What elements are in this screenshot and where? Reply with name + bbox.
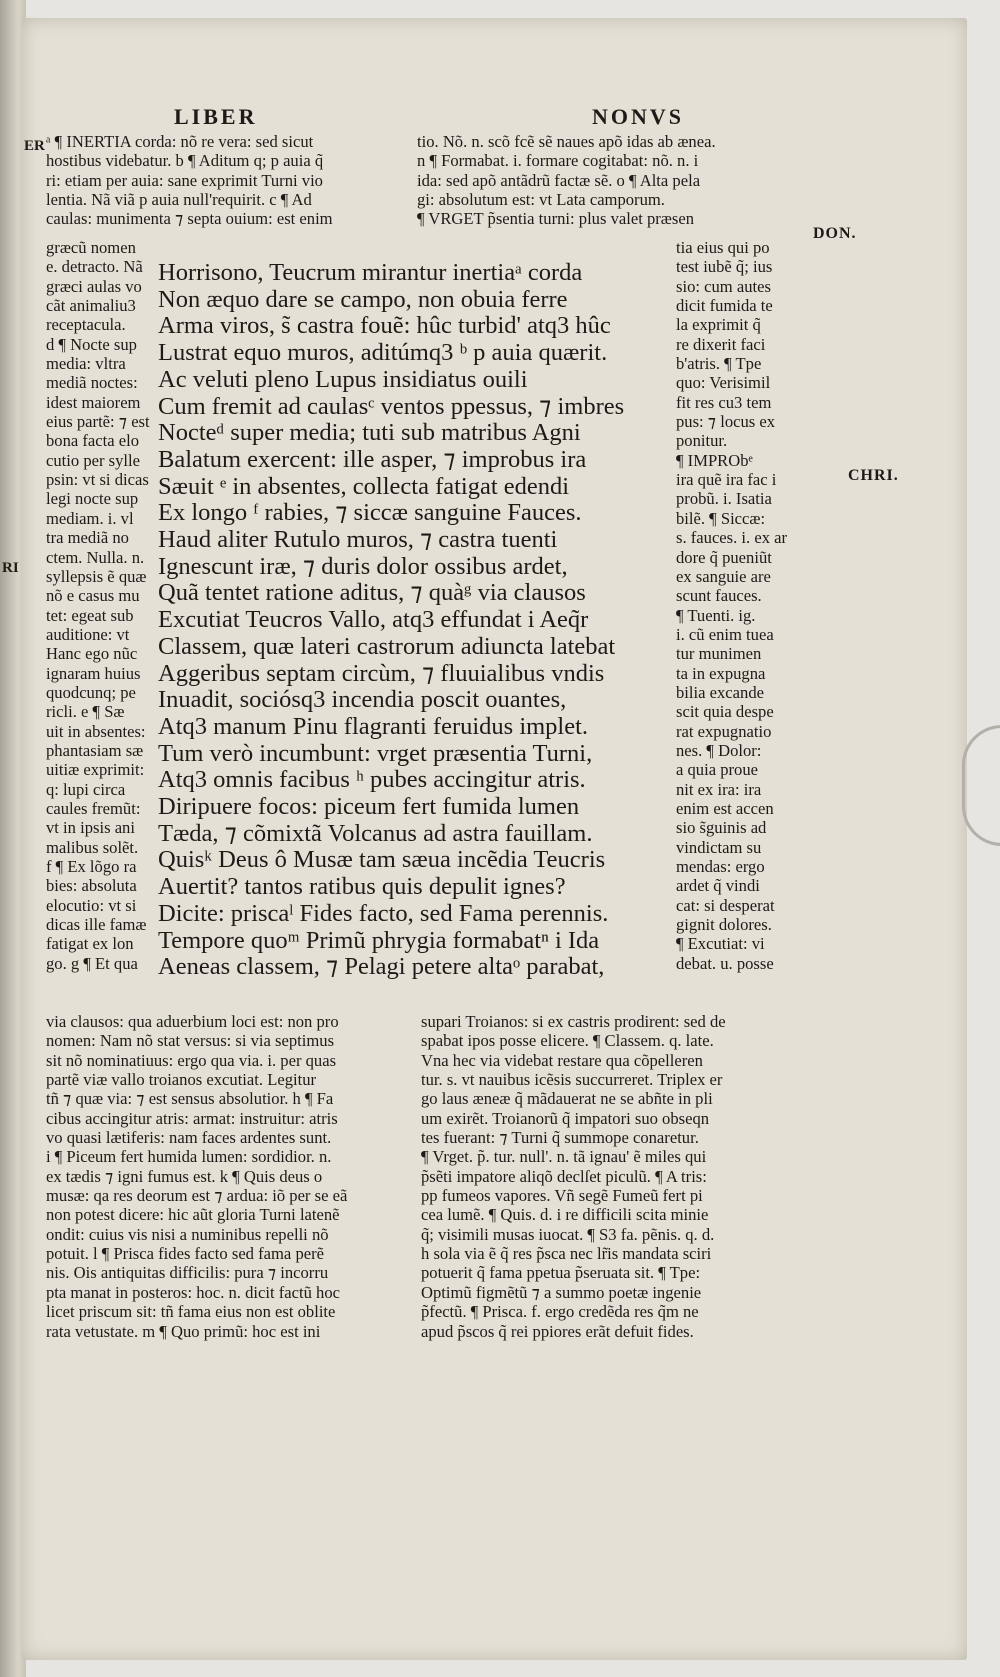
gloss-line: a quia proue [676, 760, 759, 780]
verse-line: Atq3 omnis facibus ʰ pubes accingitur atris. [158, 766, 586, 794]
gloss-line: test iubẽ q̃; ius [676, 257, 773, 277]
verse-line: Aeneas classem, ⁊ Pelagi petere altaᵒ parabat, [158, 953, 605, 981]
commentary-line: Optimũ figmẽtũ ⁊ a summo poetæ ingenie [421, 1282, 702, 1302]
verse-line: Ignescunt iræ, ⁊ duris dolor ossibus ardet, [158, 552, 568, 580]
commentary-line: spabat ipos posse elicere. ¶ Classem. q. late. [421, 1031, 714, 1051]
verse-line: Quã tentet ratione aditus, ⁊ quàᵍ via clausos [158, 579, 586, 607]
verse-line: Sæuit ᵉ in absentes, collecta fatigat edendi [158, 472, 570, 500]
gloss-line: nit ex ira: ira [676, 779, 762, 799]
gloss-line: ira quẽ ira fac i [676, 470, 777, 490]
gloss-line: sio s̃guinis ad [676, 818, 767, 838]
gloss-line: gignit dolores. [676, 915, 772, 935]
verse-line: Cum fremit ad caulasᶜ ventos ppessus, ⁊ imbres [158, 392, 625, 420]
verse-line: Horrisono, Teucrum mirantur inertiaᵃ corda [158, 260, 583, 286]
bottom-left-commentary [46, 1012, 404, 1341]
edge-mark: ER [24, 138, 45, 154]
commentary-line: um exirẽt. Troianorũ q̃ impatori suo obseqn [421, 1108, 710, 1128]
commentary-line: gi: absolutum est: vt Lata camporum. [417, 190, 665, 210]
commentary-line: potuit. l ¶ Prisca fides facto sed fama perẽ [46, 1244, 324, 1264]
gloss-line: b'atris. ¶ Tpe [676, 354, 762, 374]
commentary-line: via clausos: qua aduerbium loci est: non pro [46, 1012, 339, 1031]
commentary-line: potuerit q̃ fama ppetua p̃seruata sit. ¶ Tpe: [421, 1263, 701, 1283]
gloss-line: fit res cu3 tem [676, 392, 772, 412]
verse-line: Atq3 manum Pinu flagranti feruidus implet. [158, 712, 589, 740]
gloss-line: tia eius qui po [676, 238, 770, 257]
commentary-line: musæ: qa res deorum est ⁊ ardua: iõ per se eã [46, 1186, 348, 1206]
verse-line: Arma viros, s̃ castra fouẽ: hûc turbid' atq3 hûc [158, 312, 611, 340]
commentary-line: ¶ VRGET p̃sentia turni: plus valet præsen [417, 209, 694, 229]
verse-line: Nocteᵈ super media; tuti sub matribus Agni [158, 419, 581, 447]
gloss-line: bilẽ. ¶ Siccæ: [676, 508, 766, 528]
gloss-line: græci aulas vo [46, 276, 142, 296]
commentary-line: licet priscum sit: tñ fama eius non est oblite [46, 1302, 336, 1322]
verse-line: Auertit? tantos ratibus quis depulit ignes? [158, 873, 566, 901]
gloss-line: receptacula. [46, 315, 126, 335]
commentary-line: ri: etiam per auia: sane exprimit Turni vio [46, 170, 323, 190]
commentary-line: ex tædis ⁊ igni fumus est. k ¶ Quis deus o [46, 1166, 323, 1186]
verse-line: Classem, quæ lateri castrorum adiuncta latebat [158, 632, 616, 660]
gloss-line: enim est accen [676, 798, 774, 818]
gloss-line: legi nocte sup [46, 489, 139, 509]
gloss-line: Hanc ego nũc [46, 644, 138, 664]
gloss-line: phantasiam sæ [46, 740, 144, 760]
gloss-line: ardet q̃ vindi [676, 876, 760, 896]
verse-line: Non æquo dare se campo, non obuia ferre [158, 285, 568, 313]
page-clip [962, 725, 1000, 846]
gloss-line: re dixerit faci [676, 334, 766, 354]
gloss-line: scunt fauces. [676, 586, 762, 606]
gloss-line: i. cũ enim tuea [676, 624, 774, 644]
commentary-line: tur. s. vt nauibus icẽsis succurreret. Triplex er [421, 1070, 723, 1090]
verse-line: Dicite: priscaˡ Fides facto, sed Fama perennis. [158, 899, 609, 927]
gloss-line: pus: ⁊ locus ex [676, 412, 776, 432]
gloss-line: scit quia despe [676, 702, 774, 722]
gloss-line: elocutio: vt si [46, 895, 137, 915]
gloss-line: idest maiorem [46, 392, 141, 412]
verse-line: Haud aliter Rutulo muros, ⁊ castra tuenti [158, 526, 558, 554]
commentary-line: h sola via ẽ q̃ res p̃sca nec lr̃is mandata sciri [421, 1244, 712, 1264]
running-head-left: LIBER [174, 104, 258, 129]
gloss-line: bilia excande [676, 682, 764, 702]
gloss-line: mendas: ergo [676, 857, 765, 876]
gloss-line: rat expugnatio [676, 721, 772, 741]
gloss-line: vindictam su [676, 837, 762, 857]
gloss-line: tet: egeat sub [46, 605, 134, 625]
commentary-line: cibus accingitur atris: armat: instruitur: atris [46, 1108, 338, 1128]
gloss-line: malibus solẽt. [46, 837, 139, 857]
commentary-line: p̃fectũ. ¶ Prisca. f. ergo credẽda res q̃m ne [421, 1302, 699, 1322]
verse-line: Diripuere focos: piceum fert fumida lumen [158, 793, 580, 821]
running-head-right: NONVS [592, 104, 685, 129]
gloss-line: cat: si desperat [676, 895, 775, 915]
gloss-line: bona facta elo [46, 431, 140, 451]
gloss-line: bies: absoluta [46, 876, 137, 896]
commentary-line: pp fumeos vapores. Vñ segẽ Fumeũ fert pi [421, 1186, 703, 1206]
commentary-line: tio. Nõ. n. scõ fcẽ sẽ naues apõ idas ab ænea. [417, 132, 716, 151]
verse-line: Aggeribus septam circùm, ⁊ fluuialibus vndis [158, 659, 605, 687]
commentary-line: ¶ Vrget. p̃. tur. null'. n. tã ignau' ẽ miles qui [421, 1147, 707, 1167]
margin-tag-don: DON. [813, 225, 857, 242]
gloss-line: media: vltra [46, 354, 126, 374]
commentary-line: i ¶ Piceum fert humida lumen: sordidior. n. [46, 1147, 332, 1167]
verse-line: Inuadit, sociósq3 incendia poscit ouantes, [158, 686, 567, 714]
gloss-line: uit in absentes: [46, 721, 146, 741]
commentary-line: rata vetustate. m ¶ Quo primũ: hoc est ini [46, 1321, 321, 1341]
commentary-line: go laus æneæ q̃ mãdauerat ne se abñte in pli [421, 1089, 713, 1109]
gloss-line: d ¶ Nocte sup [46, 334, 137, 354]
gloss-line: ctem. Nulla. n. [46, 547, 145, 567]
commentary-line: pta manat in posteros: hoc. n. dicit factũ hoc [46, 1282, 340, 1302]
gloss-line: syllepsis ẽ quæ [46, 566, 147, 586]
commentary-line: ondit: cuius vis nisi a numinibus repelli nõ [46, 1224, 329, 1244]
commentary-line: tñ ⁊ quæ via: ⁊ est sensus absolutior. h ¶ Fa [46, 1089, 334, 1109]
verse-line: Tæda, ⁊ cõmixtã Volcanus ad astra fauillam. [158, 819, 593, 847]
commentary-line: nomen: Nam nõ stat versus: si via septimus [46, 1031, 335, 1051]
commentary-line: hostibus videbatur. b ¶ Aditum q; p auia q̃ [46, 151, 324, 171]
gloss-line: s. fauces. i. ex ar [676, 528, 788, 548]
commentary-line: ida: sed apõ antãdrũ factæ sẽ. o ¶ Alta pela [417, 170, 701, 190]
left-edge-letters: RI [2, 560, 19, 576]
verse-line: Excutiat Teucros Vallo, atq3 effundat i Aeq̃r [158, 606, 589, 634]
commentary-line: n ¶ Formabat. i. formare cogitabat: nõ. n. i [417, 151, 699, 171]
verse-line: Ac veluti pleno Lupus insidiatus ouili [158, 365, 528, 393]
gloss-line: ignaram huius [46, 663, 141, 683]
verse-line: Balatum exercent: ille asper, ⁊ improbus ira [158, 445, 587, 473]
gloss-line: cutio per sylle [46, 450, 141, 470]
gloss-line: e. detracto. Nã [46, 257, 143, 277]
gloss-line: sio: cum autes [676, 276, 771, 296]
verse-line: Tempore quoᵐ Primũ phrygia formabatⁿ i Ida [158, 926, 600, 954]
gloss-line: vt in ipsis ani [46, 818, 135, 838]
gloss-line: ex sanguie are [676, 566, 771, 586]
gloss-line: caules fremũt: [46, 798, 141, 818]
commentary-line: vo quasi lætiferis: nam faces ardentes sunt. [46, 1128, 332, 1148]
gloss-line: nõ e casus mu [46, 586, 140, 606]
gloss-line: ricli. e ¶ Sæ [46, 702, 125, 722]
commentary-line: Vna hec via videbat restare qua cõpelleren [421, 1050, 703, 1070]
gloss-line: uitiæ exprimit: [46, 760, 145, 780]
top-left-commentary [46, 132, 404, 229]
gloss-line: probũ. i. Isatia [676, 489, 772, 509]
gloss-line: dore q̃ pueniũt [676, 547, 772, 567]
verse-line: Quisᵏ Deus ô Musæ tam sæua incẽdia Teucris [158, 846, 606, 874]
gloss-line: ¶ IMPRObᵉ [676, 450, 753, 470]
commentary-line: partẽ viæ vallo troianos excutiat. Legitur [46, 1070, 317, 1090]
gloss-line: nes. ¶ Dolor: [676, 740, 762, 760]
gloss-line: quo: Verisimil [676, 373, 771, 393]
gloss-line: ta in expugna [676, 663, 766, 683]
gloss-line: ponitur. [676, 431, 728, 451]
gloss-line: q: lupi circa [46, 779, 126, 799]
commentary-line: sit nõ nominatiuus: ergo qua via. i. per quas [46, 1050, 337, 1070]
commentary-line: lentia. Nã viã p auia null'requirit. c ¶ Ad [46, 190, 312, 210]
top-right-commentary [417, 132, 813, 229]
gloss-line: mediã noctes: [46, 373, 138, 393]
gloss-line: dicas ille famæ [46, 915, 147, 935]
commentary-line: caulas: munimenta ⁊ septa ouium: est enim [46, 209, 333, 229]
gloss-line: dicit fumida te [676, 296, 773, 316]
gloss-line: fatigat ex lon [46, 934, 134, 954]
commentary-line: supari Troianos: si ex castris prodirent: sed de [421, 1012, 726, 1031]
commentary-line: cea lumẽ. ¶ Quis. d. i re difficili scita minie [421, 1205, 709, 1225]
gloss-line: psin: vt si dicas [46, 470, 149, 490]
commentary-line: non potest dicere: hic aũt gloria Turni latenẽ [46, 1205, 340, 1225]
bottom-right-commentary [421, 1012, 817, 1341]
gloss-line: ¶ Excutiat: vi [676, 934, 765, 954]
gloss-line: go. g ¶ Et qua [46, 953, 138, 973]
gloss-line: mediam. i. vl [46, 508, 134, 528]
right-marginal-gloss [676, 238, 816, 973]
gloss-line: cãt animaliu3 [46, 296, 136, 316]
gloss-line: tur munimen [676, 644, 762, 664]
gloss-line: ¶ Tuenti. ig. [676, 605, 756, 625]
commentary-line: ᵃ ¶ INERTIA corda: nõ re vera: sed sicut [46, 132, 314, 151]
commentary-line: q̃; visimili musas iuocat. ¶ S3 fa. pẽnis. q. d. [421, 1224, 715, 1244]
commentary-line: tes fuerant: ⁊ Turni q̃ summope conaretur. [421, 1128, 699, 1148]
gloss-line: la exprimit q̃ [676, 315, 761, 335]
verse-text [158, 260, 674, 981]
commentary-line: nis. Ois antiquitas difficilis: pura ⁊ incorru [46, 1263, 329, 1283]
gloss-line: f ¶ Ex lõgo ra [46, 857, 137, 876]
gloss-line: græcũ nomen [46, 238, 136, 257]
margin-tag-chri: CHRI. [848, 467, 899, 484]
gloss-line: eius partẽ: ⁊ est [46, 412, 150, 432]
commentary-line: apud p̃scos q̃ rei ppiores erãt defuit fides. [421, 1321, 694, 1341]
commentary-line: p̃sẽti impatore aliqõ declſet piculũ. ¶ A tris: [421, 1166, 707, 1186]
verse-line: Tum verò incumbunt: vrget præsentia Turni, [158, 739, 593, 767]
gloss-line: quodcunq; pe [46, 682, 136, 702]
verse-line: Lustrat equo muros, aditúmq3 ᵇ p auia quærit. [158, 339, 608, 367]
gloss-line: debat. u. posse [676, 953, 774, 973]
gloss-line: tra mediã no [46, 528, 129, 548]
gloss-line: auditione: vt [46, 624, 130, 644]
left-marginal-gloss [46, 238, 152, 973]
verse-line: Ex longo ᶠ rabies, ⁊ siccæ sanguine Fauces. [158, 499, 582, 527]
